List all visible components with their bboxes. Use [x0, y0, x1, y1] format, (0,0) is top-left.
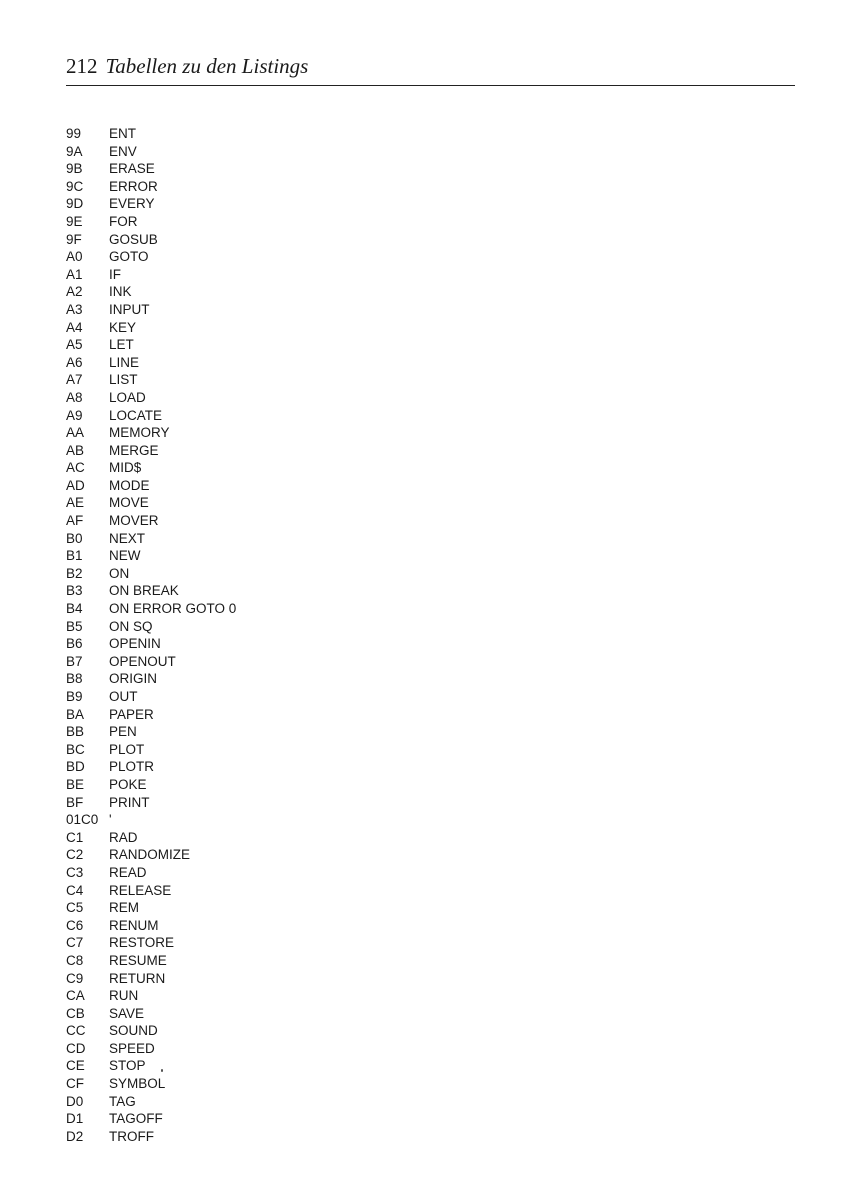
token-row — [66, 1022, 466, 1040]
token-code: AB — [66, 442, 85, 458]
token-code: B6 — [66, 636, 83, 652]
token-row — [66, 917, 466, 935]
token-row — [66, 459, 466, 477]
token-row — [66, 1040, 466, 1058]
token-keyword: ERROR — [109, 178, 158, 194]
page-header — [66, 52, 794, 82]
token-code: 9D — [66, 196, 84, 212]
token-keyword: LET — [109, 337, 134, 353]
token-keyword: LOCATE — [109, 407, 163, 423]
token-code: B8 — [66, 671, 83, 687]
token-row — [66, 864, 466, 882]
token-code: BC — [66, 741, 85, 757]
token-row — [66, 653, 466, 671]
token-code: A9 — [66, 407, 83, 423]
token-code: A0 — [66, 249, 83, 265]
token-keyword: ENV — [109, 143, 137, 159]
token-row — [66, 530, 466, 548]
token-code: CB — [66, 1005, 85, 1021]
token-code: A5 — [66, 337, 83, 353]
token-row — [66, 794, 466, 812]
token-code: 01C0 — [66, 812, 99, 828]
token-keyword: NEXT — [109, 530, 146, 546]
token-code: BB — [66, 724, 85, 740]
token-keyword: TROFF — [109, 1128, 154, 1144]
token-keyword: RAD — [109, 829, 138, 845]
token-code: C6 — [66, 917, 84, 933]
token-keyword: RETURN — [109, 970, 166, 986]
token-code: B9 — [66, 689, 83, 704]
token-code: A4 — [66, 319, 83, 335]
token-row — [66, 319, 466, 337]
token-keyword: ON SQ — [109, 618, 153, 634]
token-code: 9F — [66, 231, 82, 247]
token-row — [66, 143, 466, 161]
token-row — [66, 970, 466, 988]
token-row — [66, 424, 466, 442]
token-row — [66, 547, 466, 565]
token-keyword: PRINT — [109, 794, 150, 810]
token-row — [66, 934, 466, 952]
token-code: AE — [66, 495, 85, 511]
token-keyword: MOVE — [109, 495, 149, 511]
token-keyword: FOR — [109, 213, 138, 229]
token-row — [66, 1093, 466, 1111]
token-code: B5 — [66, 618, 83, 634]
token-keyword: ON — [109, 565, 130, 581]
token-row — [66, 389, 466, 407]
token-code: 9A — [66, 143, 83, 159]
token-keyword: IF — [109, 266, 121, 282]
token-code: AF — [66, 513, 84, 529]
token-keyword: OUT — [109, 689, 138, 704]
token-keyword: MERGE — [109, 442, 159, 458]
token-keyword: PLOTR — [109, 759, 155, 775]
token-code: C5 — [66, 900, 84, 916]
token-code: CA — [66, 988, 85, 1004]
token-row — [66, 125, 466, 143]
token-code: CE — [66, 1058, 85, 1074]
token-keyword: SOUND — [109, 1023, 158, 1039]
token-row — [66, 688, 466, 706]
token-keyword: INK — [109, 284, 132, 300]
token-code: D0 — [66, 1093, 84, 1109]
token-code: CF — [66, 1076, 84, 1092]
token-row — [66, 354, 466, 372]
token-table — [66, 125, 466, 1145]
token-row — [66, 882, 466, 900]
token-code: B0 — [66, 530, 83, 546]
token-code: BE — [66, 776, 85, 792]
token-row — [66, 407, 466, 425]
token-row — [66, 741, 466, 759]
token-row — [66, 266, 466, 284]
token-keyword: RANDOMIZE — [109, 847, 190, 863]
token-code: C3 — [66, 864, 84, 880]
token-code: C4 — [66, 882, 84, 898]
token-keyword: RESUME — [109, 952, 167, 968]
token-row — [66, 283, 466, 301]
token-row — [66, 723, 466, 741]
token-keyword: LIST — [109, 372, 138, 388]
token-keyword: GOTO — [109, 249, 149, 265]
token-keyword: ON ERROR GOTO 0 — [109, 601, 237, 617]
token-keyword: SYMBOL — [109, 1076, 166, 1092]
token-code: B4 — [66, 601, 83, 617]
token-row — [66, 829, 466, 847]
token-code: C9 — [66, 970, 84, 986]
token-code: 99 — [66, 126, 82, 141]
token-code: 9E — [66, 213, 83, 229]
token-code: AC — [66, 460, 85, 476]
token-keyword: PAPER — [109, 706, 154, 722]
token-row — [66, 512, 466, 530]
token-code: C8 — [66, 952, 84, 968]
token-code: A2 — [66, 284, 83, 300]
page-number: 212 — [66, 54, 98, 78]
token-code: C2 — [66, 847, 84, 863]
token-code: A3 — [66, 301, 83, 317]
token-row — [66, 670, 466, 688]
token-keyword: PLOT — [109, 741, 145, 757]
token-row — [66, 899, 466, 917]
token-row — [66, 477, 466, 495]
token-row — [66, 987, 466, 1005]
token-keyword: GOSUB — [109, 231, 158, 247]
token-row — [66, 1005, 466, 1023]
token-row — [66, 336, 466, 354]
token-row — [66, 213, 466, 231]
token-code: A8 — [66, 389, 83, 405]
token-row — [66, 371, 466, 389]
token-keyword: TAGOFF — [109, 1111, 163, 1127]
token-row — [66, 1075, 466, 1093]
token-row — [66, 160, 466, 178]
token-row — [66, 178, 466, 196]
token-code: BA — [66, 706, 85, 722]
token-row — [66, 776, 466, 794]
token-row — [66, 952, 466, 970]
token-keyword: SAVE — [109, 1005, 145, 1021]
token-keyword: ERASE — [109, 161, 155, 177]
token-row — [66, 635, 466, 653]
token-keyword: ORIGIN — [109, 671, 158, 687]
token-code: A1 — [66, 266, 83, 282]
token-code: B1 — [66, 548, 83, 564]
token-row — [66, 442, 466, 460]
token-code: BD — [66, 759, 85, 775]
token-keyword: PEN — [109, 724, 137, 740]
token-row — [66, 494, 466, 512]
token-row — [66, 811, 466, 829]
token-code: C7 — [66, 935, 84, 951]
token-code: B3 — [66, 583, 83, 599]
token-row — [66, 1110, 466, 1128]
running-title: Tabellen zu den Listings — [105, 54, 309, 78]
token-keyword: STOP — [109, 1058, 146, 1074]
token-keyword: ' — [109, 812, 112, 828]
print-speck — [161, 1069, 163, 1072]
token-keyword: MEMORY — [109, 425, 170, 441]
token-row — [66, 582, 466, 600]
token-keyword: KEY — [109, 319, 137, 335]
token-keyword: MID$ — [109, 460, 142, 476]
token-keyword: NEW — [109, 548, 141, 564]
token-row — [66, 248, 466, 266]
token-row — [66, 706, 466, 724]
token-row — [66, 758, 466, 776]
token-keyword: LOAD — [109, 389, 146, 405]
token-row — [66, 1128, 466, 1146]
token-keyword: READ — [109, 864, 147, 880]
token-keyword: REM — [109, 900, 139, 916]
token-code: BF — [66, 794, 84, 810]
token-code: CC — [66, 1023, 86, 1039]
token-code: C1 — [66, 829, 84, 845]
token-row — [66, 600, 466, 618]
token-code: 9B — [66, 161, 83, 177]
token-row — [66, 565, 466, 583]
token-row — [66, 618, 466, 636]
token-keyword: ON BREAK — [109, 583, 179, 599]
token-code: B7 — [66, 653, 83, 669]
token-keyword: RENUM — [109, 917, 159, 933]
token-keyword: RELEASE — [109, 882, 172, 898]
token-keyword: OPENIN — [109, 636, 161, 652]
token-keyword: LINE — [109, 354, 140, 370]
token-code: A6 — [66, 354, 83, 370]
token-code: D1 — [66, 1111, 84, 1127]
token-code: D2 — [66, 1128, 84, 1144]
token-row — [66, 301, 466, 319]
token-keyword: SPEED — [109, 1040, 155, 1056]
token-row — [66, 195, 466, 213]
token-row — [66, 846, 466, 864]
token-code: AD — [66, 477, 85, 493]
token-code: AA — [66, 425, 85, 441]
token-keyword: TAG — [109, 1093, 136, 1109]
token-code: B2 — [66, 565, 83, 581]
token-keyword: OPENOUT — [109, 653, 176, 669]
token-code: CD — [66, 1040, 86, 1056]
token-row — [66, 231, 466, 249]
token-keyword: RESTORE — [109, 935, 175, 951]
token-keyword: INPUT — [109, 301, 150, 317]
token-keyword: EVERY — [109, 196, 155, 212]
header-rule — [66, 85, 795, 86]
token-code: A7 — [66, 372, 83, 388]
token-keyword: MODE — [109, 477, 150, 493]
token-keyword: POKE — [109, 776, 147, 792]
token-keyword: ENT — [109, 126, 136, 141]
token-keyword: MOVER — [109, 513, 159, 529]
token-code: 9C — [66, 178, 84, 194]
token-keyword: RUN — [109, 988, 139, 1004]
token-row — [66, 1057, 466, 1075]
